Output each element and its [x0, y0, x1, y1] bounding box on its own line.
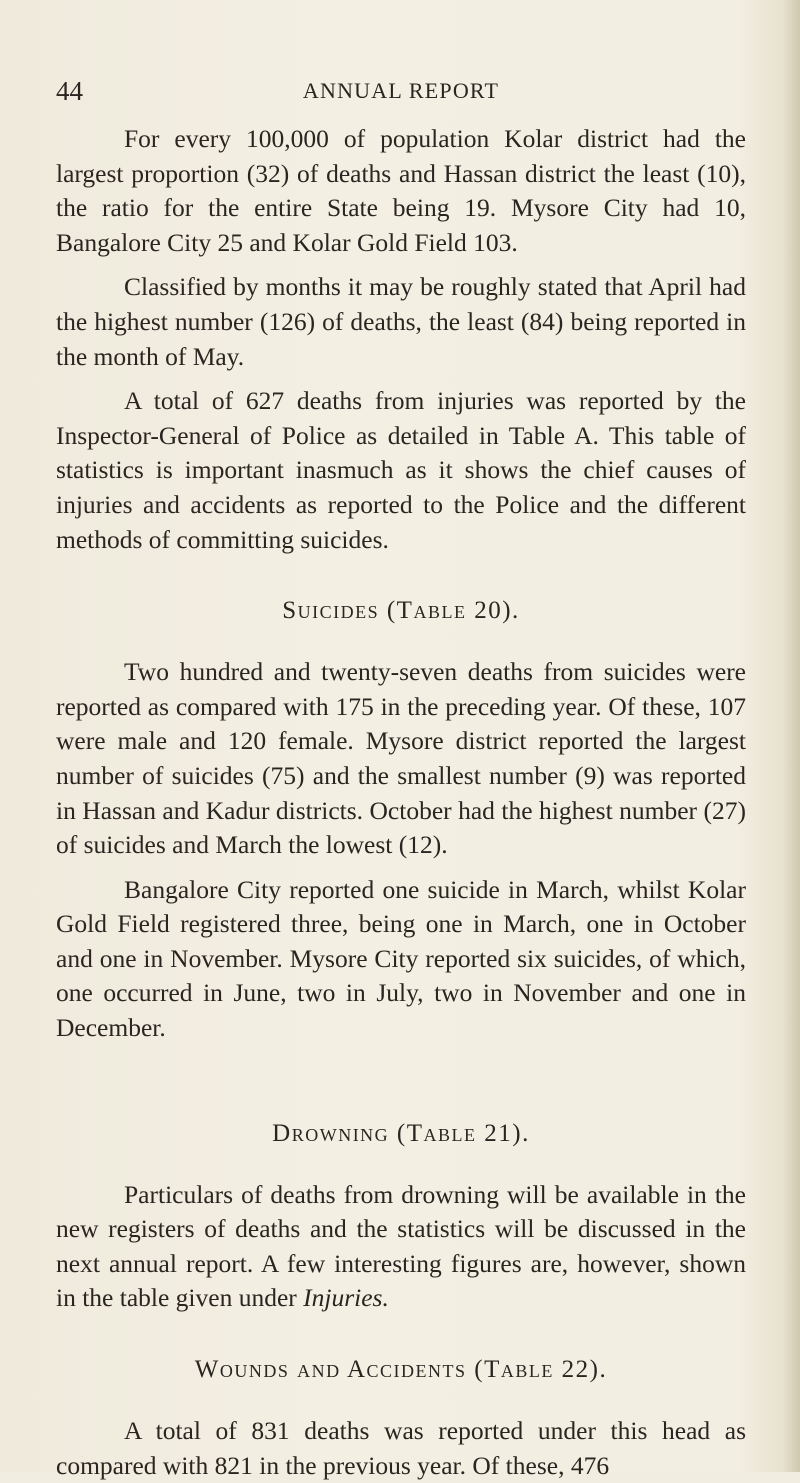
paragraph-monthly-deaths: Classified by months it may be roughly stated that April had the highest number (126) of deaths, the least (84) being reported in the month of May. — [56, 272, 746, 371]
page-number: 44 — [56, 76, 83, 106]
paragraph-wounds-accidents: A total of 831 deaths was reported under this head as compared with 821 in the previous year. Of these, 476 — [56, 1416, 746, 1480]
paragraph-suicides-summary: Two hundred and twenty-seven deaths from suicides were reported as compared with 175 in the preceding year. Of these, 107 were male and 120 female. Mysore district reported the largest number of suicides (75) and the smallest number (9) was reported in Hassan and Kadur districts. October had the highest number (27) of suicides and March the lowest (12). — [56, 657, 746, 860]
paragraph-drowning-italic: Injuries. — [303, 1283, 389, 1313]
paragraph-drowning — [56, 1178, 746, 1316]
running-head — [56, 74, 746, 108]
paragraph-drowning-text: Particulars of deaths from drowning will be available in the new registers of deaths and the statistics will be discussed in the next annual report. A few interesting figures are, however, shown in the table given under — [56, 1179, 746, 1313]
page-edge-shadow — [782, 0, 800, 1472]
paragraph-injuries-total: A total of 627 deaths from injuries was reported by the Inspector-General of Police as detailed in Table A. This table of statistics is important inasmuch as it shows the chief causes of injuries and accidents as reported to the Police and the different methods of committing suicides. — [56, 386, 746, 554]
heading-suicides: Suicides (Table 20). — [282, 597, 520, 625]
body-text — [56, 122, 746, 1483]
heading-drowning: Drowning (Table 21). — [272, 1119, 530, 1147]
heading-wounds-accidents: Wounds and Accidents (Table 22). — [194, 1356, 608, 1384]
header-title: ANNUAL REPORT — [302, 78, 500, 103]
paragraph-suicides-cities: Bangalore City reported one suicide in March, whilst Kolar Gold Field registered three, being one in March, one in October and one in November. Mysore City reported six suicides, of which, one occurred in June, two in July, two in November and one in December. — [56, 874, 746, 1043]
paragraph-population-ratio: For every 100,000 of population Kolar district had the largest proportion (32) of deaths and Hassan district the least (10), the ratio for the entire State being 19. Mysore City had 10, Bangalore City 25 and Kolar Gold Field 103. — [56, 124, 746, 257]
